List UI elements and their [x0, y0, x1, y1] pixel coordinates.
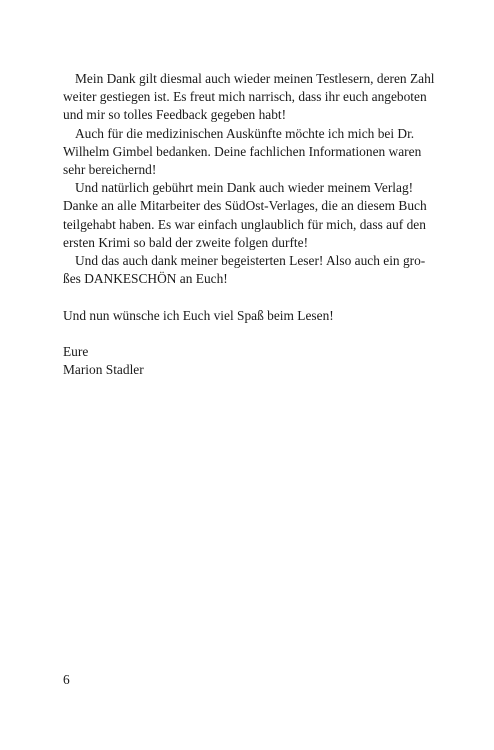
paragraph-leser-line-1: Und das auch dank meiner begeisterten Leser! Also auch ein gro-: [75, 253, 426, 269]
paragraph-verlag-line-3: teilgehabt haben. Es war einfach unglaublich für mich, dass auf den: [63, 216, 426, 232]
paragraph-verlag-line-2: Danke an alle Mitarbeiter des SüdOst-Verlages, die an diesem Buch: [63, 198, 427, 214]
acknowledgements-text: [63, 70, 441, 379]
paragraph-medizin-line-1: Auch für die medizinischen Auskünfte möchte ich mich bei Dr.: [75, 125, 415, 141]
paragraph-spacer: [63, 288, 441, 306]
paragraph-verlag-line-1: Und natürlich gebührt mein Dank auch wieder meinem Verlag!: [75, 180, 414, 196]
closing-wish: Und nun wünsche ich Euch viel Spaß beim Lesen!: [63, 307, 334, 323]
paragraph-medizin-line-3: sehr bereichernd!: [63, 162, 157, 178]
paragraph-verlag-line-4: ersten Krimi so bald der zweite folgen durfte!: [63, 234, 309, 250]
paragraph-medizin-line-2: Wilhelm Gimbel bedanken. Deine fachlichen Informationen waren: [63, 143, 422, 159]
paragraph-testleser-line-3: und mir so tolles Feedback gegeben habt!: [63, 107, 287, 123]
page-number: 6: [63, 672, 70, 687]
signature-author-name: Marion Stadler: [63, 362, 144, 378]
paragraph-spacer: [63, 325, 441, 343]
paragraph-testleser-line-1: Mein Dank gilt diesmal auch wieder meinen Testlesern, deren Zahl: [75, 71, 435, 86]
signature-greeting: Eure: [63, 344, 89, 360]
paragraph-testleser-line-2: weiter gestiegen ist. Es freut mich narrisch, dass ihr euch angeboten: [63, 89, 427, 105]
paragraph-leser-line-2: ßes DANKESCHÖN an Euch!: [63, 271, 228, 287]
